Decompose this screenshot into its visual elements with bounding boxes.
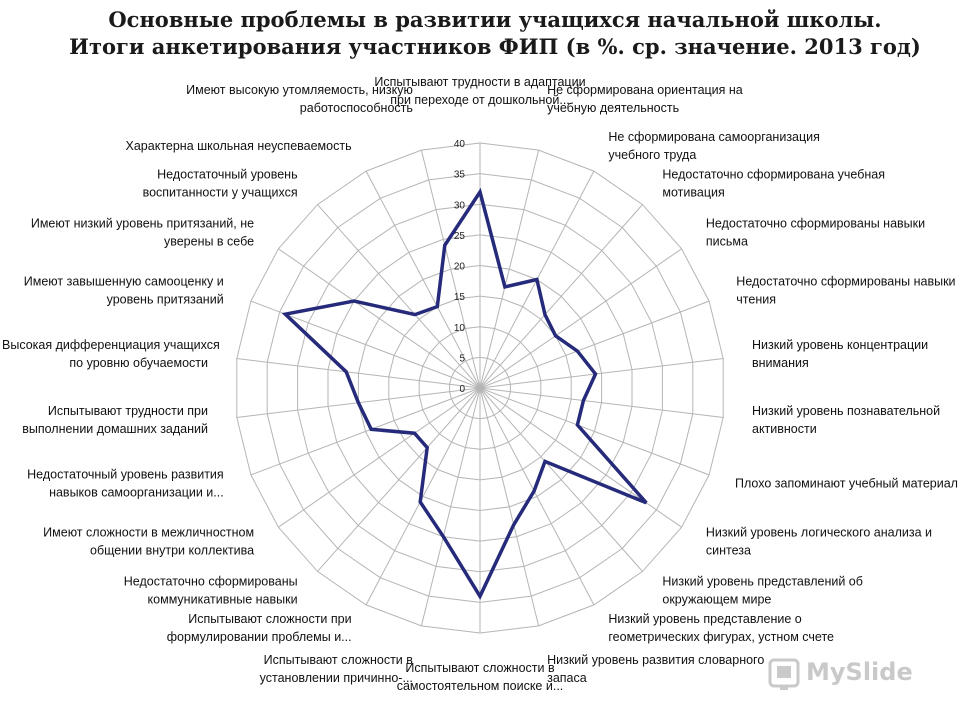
category-label-10 xyxy=(662,575,863,607)
category-label-15 xyxy=(167,612,352,644)
category-label-15-line-1: формулировании проблемы и... xyxy=(166,629,352,644)
category-label-16-line-0: Недостаточно сформированы xyxy=(123,574,298,589)
category-label-22-line-0: Имеют низкий уровень притязаний, не xyxy=(30,216,255,231)
category-label-9-line-0: Низкий уровень логического анализа и xyxy=(705,525,933,540)
category-label-11-line-0: Низкий уровень представление о xyxy=(608,611,802,626)
watermark-logo-icon xyxy=(766,656,802,692)
category-label-1 xyxy=(547,83,743,115)
category-label-12 xyxy=(547,653,764,685)
category-label-21-line-1: уровень притязаний xyxy=(106,292,224,307)
category-label-0-line-0: Испытывают трудности в адаптации xyxy=(374,75,586,89)
category-label-13 xyxy=(397,661,564,693)
category-label-14-line-1: установлении причинно-... xyxy=(259,671,413,686)
category-label-14 xyxy=(260,653,414,685)
category-label-17 xyxy=(43,526,254,558)
category-label-6-line-0: Низкий уровень концентрации xyxy=(752,338,929,353)
category-label-25 xyxy=(186,83,413,115)
category-label-16 xyxy=(124,575,298,607)
category-label-5 xyxy=(736,275,955,307)
tick-label-25: 25 xyxy=(453,230,465,242)
category-label-15-line-0: Испытывают сложности при xyxy=(188,611,352,626)
category-label-17-line-1: общении внутри коллектива xyxy=(90,543,255,558)
chart-title-line-1: Основные проблемы в развитии учащихся начальной школы. xyxy=(108,7,882,32)
tick-label-20: 20 xyxy=(453,261,465,273)
category-label-11-line-1: геометрических фигурах, устном счете xyxy=(608,629,835,644)
radial-tick-labels xyxy=(454,139,466,395)
category-label-22-line-1: уверены в себе xyxy=(163,234,255,249)
category-label-21-line-0: Имеют завышенную самооценку и xyxy=(23,274,224,289)
category-label-13-line-1: самостоятельном поиске и... xyxy=(396,679,564,693)
category-label-6-line-1: внимания xyxy=(752,356,809,371)
category-label-6 xyxy=(752,338,928,370)
category-label-18 xyxy=(27,468,224,500)
category-label-9-line-1: синтеза xyxy=(705,543,751,558)
category-label-5-line-0: Недостаточно сформированы навыки xyxy=(736,274,956,289)
category-label-10-line-1: окружающем мире xyxy=(662,592,772,607)
category-label-8 xyxy=(735,477,958,491)
category-label-2-line-0: Не сформирована самоорганизация xyxy=(608,130,820,145)
tick-label-0: 0 xyxy=(459,384,465,395)
category-label-19-line-1: выполнении домашних заданий xyxy=(22,421,208,436)
category-label-7 xyxy=(752,404,940,436)
category-label-14-line-0: Испытывают сложности в xyxy=(263,653,413,668)
category-label-1-line-0: Не сформирована ориентация на xyxy=(547,82,743,97)
category-label-24 xyxy=(126,139,352,153)
category-label-4-line-0: Недостаточно сформированы навыки xyxy=(705,216,926,231)
category-label-8-line-0: Плохо запоминают учебный материал xyxy=(735,476,958,491)
category-label-19 xyxy=(22,404,208,436)
watermark-text: MySlide xyxy=(806,658,913,686)
category-label-11 xyxy=(608,612,834,644)
category-label-12-line-1: запаса xyxy=(547,671,587,686)
spoke-18 xyxy=(251,388,480,475)
category-label-4-line-1: письма xyxy=(705,234,748,249)
category-label-2 xyxy=(608,130,820,162)
tick-label-5: 5 xyxy=(459,353,465,365)
category-label-0-line-1: при переходе от дошкольной... xyxy=(390,93,570,107)
category-label-7-line-1: активности xyxy=(752,421,817,436)
category-label-2-line-1: учебного труда xyxy=(608,148,697,163)
category-label-24-line-0: Характерна школьная неуспеваемость xyxy=(125,139,352,154)
radar-series xyxy=(285,192,646,597)
category-label-19-line-0: Испытывают трудности при xyxy=(47,403,208,418)
category-label-1-line-1: учебную деятельность xyxy=(547,100,680,115)
category-label-4 xyxy=(706,217,925,249)
category-label-18-line-1: навыков самоорганизации и... xyxy=(49,485,224,500)
category-label-3-line-0: Недостаточно сформирована учебная xyxy=(662,167,886,182)
category-label-16-line-1: коммуникативные навыки xyxy=(147,592,298,607)
tick-label-10: 10 xyxy=(453,322,465,334)
category-label-10-line-0: Низкий уровень представлений об xyxy=(662,574,863,589)
spoke-15 xyxy=(366,388,480,605)
category-label-21 xyxy=(24,275,224,307)
category-label-12-line-0: Низкий уровень развития словарного xyxy=(547,653,765,668)
category-label-23-line-0: Недостаточный уровень xyxy=(157,167,298,182)
radar-axes xyxy=(237,143,723,633)
category-label-20 xyxy=(2,338,220,370)
tick-label-40: 40 xyxy=(453,139,465,150)
tick-label-35: 35 xyxy=(453,169,465,181)
category-label-23 xyxy=(143,167,298,199)
category-label-13-line-0: Испытывают сложности в xyxy=(405,661,555,675)
category-label-3 xyxy=(662,167,885,199)
category-label-17-line-0: Имеют сложности в межличностном xyxy=(43,525,255,540)
category-label-25-line-0: Имеют высокую утомляемость, низкую xyxy=(186,82,413,97)
category-label-18-line-0: Недостаточный уровень развития xyxy=(27,467,224,482)
category-label-9 xyxy=(706,526,932,558)
category-label-20-line-1: по уровню обучаемости xyxy=(69,356,208,371)
watermark xyxy=(766,656,936,692)
spoke-8 xyxy=(480,388,709,475)
category-label-22 xyxy=(31,217,254,249)
category-label-7-line-0: Низкий уровень познавательной xyxy=(752,403,941,418)
category-label-5-line-1: чтения xyxy=(736,292,777,307)
series-line-0 xyxy=(285,192,646,596)
category-label-3-line-1: мотивация xyxy=(662,185,725,200)
category-label-23-line-1: воспитанности у учащихся xyxy=(142,185,298,200)
tick-label-15: 15 xyxy=(453,292,465,304)
spoke-16 xyxy=(318,388,481,571)
spoke-3 xyxy=(480,205,643,388)
category-label-20-line-0: Высокая дифференциация учащихся xyxy=(2,338,220,353)
category-label-25-line-1: работоспособность xyxy=(299,100,413,115)
chart-title-line-2: Итоги анкетирования участников ФИП (в %. ср. значение. 2013 год) xyxy=(69,34,921,59)
tick-label-30: 30 xyxy=(453,200,465,212)
